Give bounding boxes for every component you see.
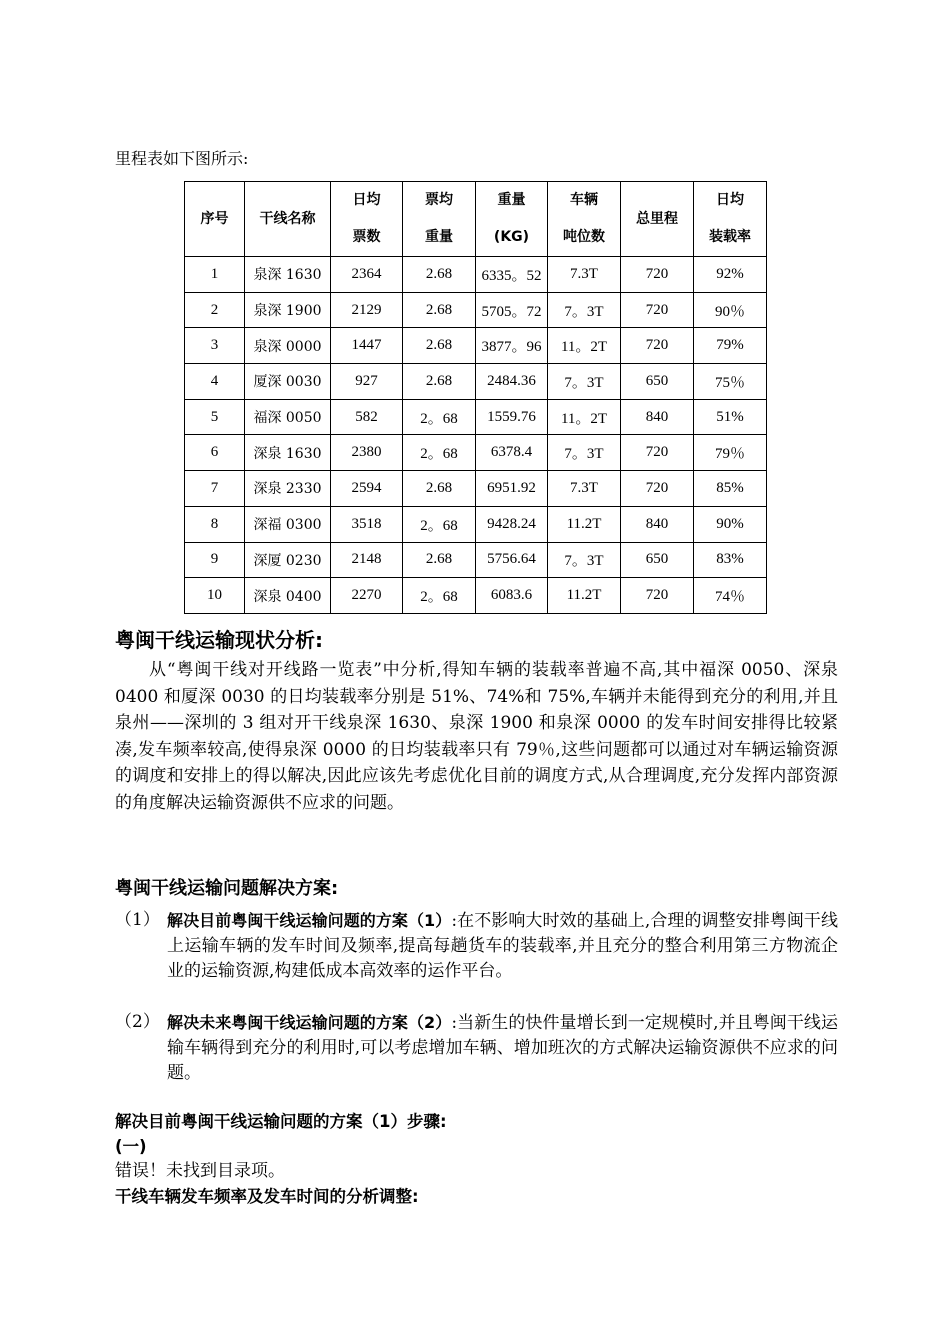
steps-heading: 解决目前粤闽干线运输问题的方案（1）步骤:: [115, 1112, 447, 1131]
plan-text: :当新生的快件量增长到一定规模时,并且粤闽干线运输车辆得到充分的利用时,可以考虑增加车辆、增加班次的方式解决运输资源供不应求的问题。: [167, 1013, 838, 1083]
steps-part-label: (一): [115, 1137, 147, 1156]
table-cell: 2129: [331, 292, 403, 328]
header-cell: 重量 (KG): [476, 182, 548, 257]
table-row: [185, 328, 767, 364]
header-cell: 车辆 吨位数: [548, 182, 621, 257]
table-cell: 720: [621, 257, 694, 293]
table-cell: 927: [331, 364, 403, 400]
table-cell: 泉深 1900: [245, 292, 331, 328]
table-cell: 11。2T: [548, 328, 621, 364]
analysis-heading: 粤闽干线运输现状分析:: [115, 628, 323, 652]
table-cell: 85%: [694, 471, 767, 507]
table-cell: 深泉 2330: [245, 471, 331, 507]
table-intro: 里程表如下图所示:: [115, 149, 249, 168]
table-cell: 11.2T: [548, 506, 621, 542]
table-cell: 1: [185, 257, 245, 293]
table-cell: 7.3T: [548, 257, 621, 293]
plan-text: :在不影响大时效的基础上,合理的调整安排粤闽干线上运输车辆的发车时间及频率,提高每趟货车的装载率,并且充分的整合利用第三方物流企业的运输资源,构建低成本高效率的运作平台。: [167, 911, 838, 981]
plan-title: 解决未来粤闽干线运输问题的方案（2）: [167, 1013, 452, 1032]
table-cell: 2.68: [403, 257, 476, 293]
table-cell: 深泉 0400: [245, 578, 331, 614]
table-cell: 2。68: [403, 506, 476, 542]
table-row: [185, 292, 767, 328]
table-cell: 7。3T: [548, 542, 621, 578]
table-cell: 7。3T: [548, 364, 621, 400]
table-cell: 6335。52: [476, 257, 548, 293]
plan-number: （2）: [115, 1012, 160, 1032]
table-cell: 92%: [694, 257, 767, 293]
toc-error-text: 错误！未找到目录项。: [115, 1161, 285, 1181]
table-cell: 74％: [694, 578, 767, 614]
table-cell: 福深 0050: [245, 399, 331, 435]
table-cell: 720: [621, 292, 694, 328]
table-cell: 90％: [694, 292, 767, 328]
table-cell: 2。68: [403, 435, 476, 471]
solution-heading: 粤闽干线运输问题解决方案:: [115, 878, 339, 899]
table-cell: 2.68: [403, 542, 476, 578]
table-cell: 720: [621, 435, 694, 471]
steps-section: [115, 1109, 838, 1209]
table-cell: 7: [185, 471, 245, 507]
table-cell: 720: [621, 328, 694, 364]
plan-number: （1）: [115, 910, 160, 930]
table-cell: 11。2T: [548, 399, 621, 435]
header-cell: 干线名称: [245, 182, 331, 257]
table-cell: 1559.76: [476, 399, 548, 435]
table-cell: 深福 0300: [245, 506, 331, 542]
table-cell: 2。68: [403, 399, 476, 435]
table-cell: 6951.92: [476, 471, 548, 507]
table-cell: 11.2T: [548, 578, 621, 614]
table-cell: 6378.4: [476, 435, 548, 471]
header-cell: 日均 装载率: [694, 182, 767, 257]
header-cell: 总里程: [621, 182, 694, 257]
table-cell: 2.68: [403, 471, 476, 507]
table-cell: 7.3T: [548, 471, 621, 507]
table-cell: 泉深 0000: [245, 328, 331, 364]
table-cell: 厦深 0030: [245, 364, 331, 400]
mileage-table: [184, 181, 767, 614]
table-cell: 720: [621, 471, 694, 507]
table-row: [185, 399, 767, 435]
table-cell: 深泉 1630: [245, 435, 331, 471]
table-cell: 51%: [694, 399, 767, 435]
table-cell: 泉深 1630: [245, 257, 331, 293]
table-cell: 2.68: [403, 328, 476, 364]
table-cell: 1447: [331, 328, 403, 364]
table-cell: 2364: [331, 257, 403, 293]
table-row: [185, 435, 767, 471]
table-row: [185, 542, 767, 578]
table-cell: 7。3T: [548, 292, 621, 328]
table-cell: 90%: [694, 506, 767, 542]
plan-item-2: [115, 1010, 838, 1086]
table-cell: 2484.36: [476, 364, 548, 400]
plan-item-1: [115, 908, 838, 984]
table-cell: 6083.6: [476, 578, 548, 614]
table-cell: 650: [621, 542, 694, 578]
table-cell: 79%: [694, 328, 767, 364]
table-cell: 8: [185, 506, 245, 542]
table-cell: 4: [185, 364, 245, 400]
table-row: [185, 471, 767, 507]
table-cell: 2.68: [403, 364, 476, 400]
table-cell: 9: [185, 542, 245, 578]
table-cell: 7。3T: [548, 435, 621, 471]
table-cell: 650: [621, 364, 694, 400]
table-row: [185, 578, 767, 614]
table-cell: 5: [185, 399, 245, 435]
table-cell: 深厦 0230: [245, 542, 331, 578]
table-cell: 10: [185, 578, 245, 614]
table-header-row: [185, 182, 767, 257]
table-cell: 2。68: [403, 578, 476, 614]
table-body: [185, 257, 767, 614]
table-cell: 840: [621, 399, 694, 435]
table-cell: 6: [185, 435, 245, 471]
table-cell: 720: [621, 578, 694, 614]
table-row: [185, 506, 767, 542]
table-cell: 2148: [331, 542, 403, 578]
table-row: [185, 257, 767, 293]
table-cell: 3877。96: [476, 328, 548, 364]
table-cell: 83%: [694, 542, 767, 578]
table-cell: 3: [185, 328, 245, 364]
table-cell: 2: [185, 292, 245, 328]
table-row: [185, 364, 767, 400]
header-cell: 票均 重量: [403, 182, 476, 257]
table-cell: 2.68: [403, 292, 476, 328]
table-cell: 5756.64: [476, 542, 548, 578]
plan-title: 解决目前粤闽干线运输问题的方案（1）: [167, 911, 452, 930]
table-cell: 2380: [331, 435, 403, 471]
analysis-paragraph: 从“粤闽干线对开线路一览表”中分析,得知车辆的装载率普遍不高,其中福深 0050、深泉 0400 和厦深 0030 的日均装载率分别是 51%、74%和 75%,车辆并未能得到充分的利用,并且泉州——深圳的 3 组对开干线泉深 1630、泉深 1900 和泉深 0000 的发车时间安排得比较紧凑,发车频率较高,使得泉深 0000 的日均装载率只有 79％,这些问题都可以通过对车辆运输资源的调度和安排上的得以解决,因此应该先考虑优化目前的调度方式,从合理调度,充分发挥内部资源的角度解决运输资源供不应求的问题。: [115, 660, 838, 813]
table-cell: 840: [621, 506, 694, 542]
table-cell: 2270: [331, 578, 403, 614]
table-cell: 582: [331, 399, 403, 435]
table-cell: 75％: [694, 364, 767, 400]
steps-subheading: 干线车辆发车频率及发车时间的分析调整:: [115, 1187, 419, 1206]
table-cell: 79％: [694, 435, 767, 471]
table-cell: 5705。72: [476, 292, 548, 328]
header-cell: 日均 票数: [331, 182, 403, 257]
header-cell: 序号: [185, 182, 245, 257]
table-cell: 3518: [331, 506, 403, 542]
table-cell: 2594: [331, 471, 403, 507]
table-cell: 9428.24: [476, 506, 548, 542]
